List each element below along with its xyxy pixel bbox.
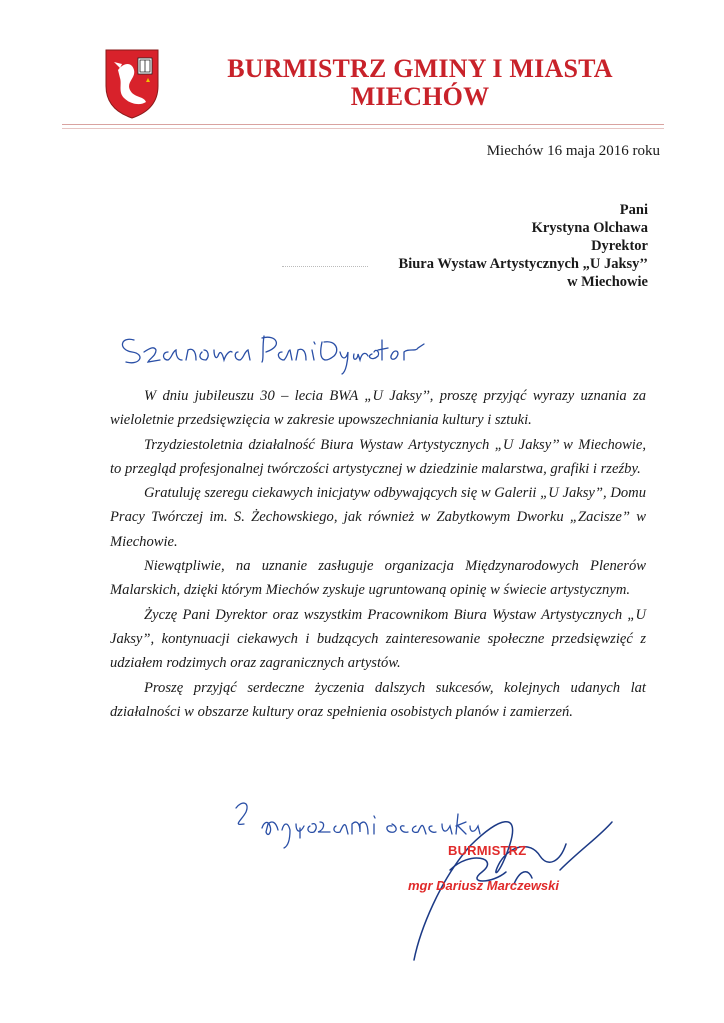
body-paragraph: Życzę Pani Dyrektor oraz wszystkim Pracownikom Biura Wystaw Artystycznych „U Jaksy”, kontynuacji ciekawych i budzących zainteresowanie społeczne przedsięwzięć z udziałem rodzimych oraz zagranicznych artystów.	[110, 606, 646, 672]
addressee-title: Dyrektor	[591, 238, 648, 254]
letter-body	[110, 384, 646, 724]
body-paragraph: Gratuluję szeregu ciekawych inicjatyw odbywających się w Galerii „U Jaksy”, Domu Pracy Twórczej im. S. Żechowskiego, jak również w Zabytkowym Dworku „Zacisze” w Miechowie.	[110, 485, 646, 550]
stamp-name: mgr Dariusz Marczewski	[408, 878, 560, 893]
body-paragraph: W dniu jubileuszu 30 – lecia BWA „U Jaksy’’, proszę przyjąć wyrazy uznania za wieloletnie przedsięwzięcia w zakresie upowszechniania kultury i sztuki.	[110, 388, 646, 429]
letterhead-divider-secondary	[62, 128, 664, 129]
body-paragraph: Proszę przyjąć serdeczne życzenia dalszych sukcesów, kolejnych udanych lat działalności w obszarze kultury oraz spełnienia osobistych planów i zamierzeń.	[110, 679, 646, 720]
addressee-institution: Biura Wystaw Artystycznych „U Jaksy’’	[398, 256, 648, 272]
dotted-rule	[282, 266, 368, 267]
letterhead-town: MIECHÓW	[350, 82, 490, 111]
addressee-city: w Miechowie	[567, 274, 648, 290]
salutation-handwriting	[122, 336, 424, 374]
letterhead-title: BURMISTRZ GMINY I MIASTA	[227, 54, 613, 83]
body-paragraph: Niewątpliwie, na uznanie zasługuje organizacja Międzynarodowych Plenerów Malarskich, dzięki którym Miechów zyskuje ugruntowaną opinię w świecie artystycznym.	[110, 558, 646, 599]
body-paragraph: Trzydziestoletnia działalność Biura Wystaw Artystycznych „U Jaksy’’ w Miechowie, to przegląd profesjonalnej twórczości artystycznej w dziedzinie malarstwa, grafiki i rzeźby.	[110, 436, 646, 477]
coat-of-arms-icon	[104, 48, 160, 120]
addressee-line: Pani	[619, 202, 648, 218]
stamp-title: BURMISTRZ	[448, 843, 527, 858]
date-line: Miechów 16 maja 2016 roku	[486, 143, 660, 159]
letterhead-divider	[62, 124, 664, 125]
closing-handwriting	[236, 803, 480, 848]
addressee-name: Krystyna Olchawa	[531, 220, 648, 236]
